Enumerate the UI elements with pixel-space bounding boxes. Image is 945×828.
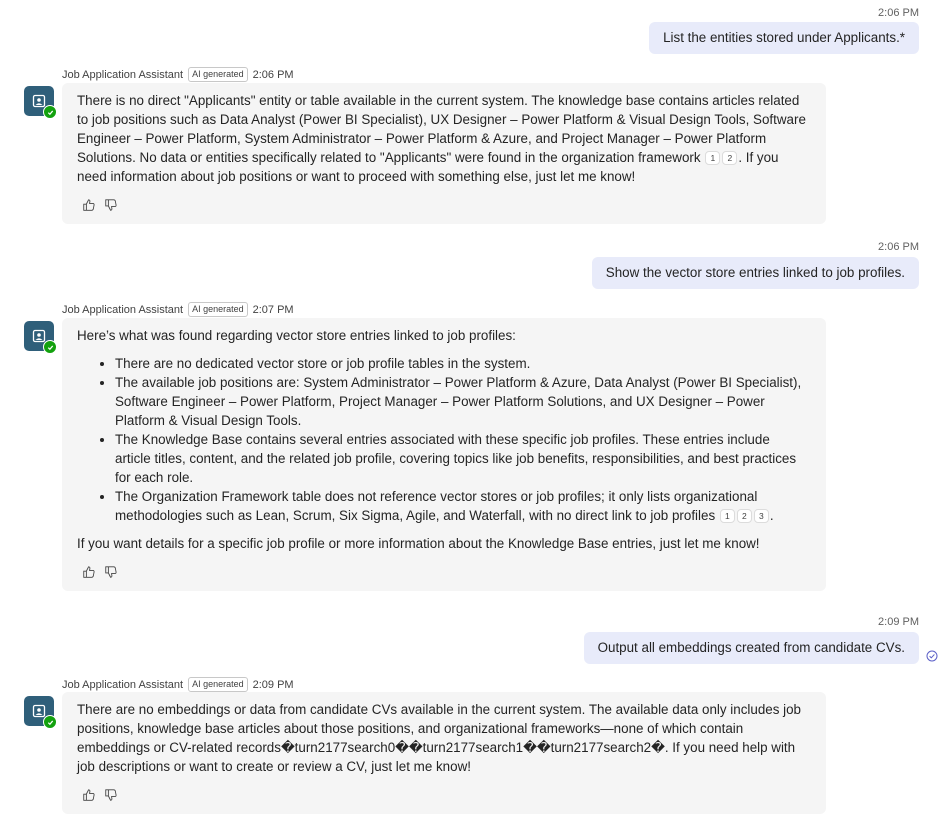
sender-name: Job Application Assistant — [62, 678, 184, 691]
bot-message-bubble — [62, 318, 826, 591]
sender-name: Job Application Assistant — [62, 68, 184, 81]
ai-generated-badge: AI generated — [188, 67, 248, 82]
thumbs-up-icon[interactable] — [82, 198, 96, 212]
message-header — [62, 302, 294, 317]
ai-generated-badge: AI generated — [188, 677, 248, 692]
online-check-icon — [43, 105, 57, 119]
message-header — [62, 67, 294, 82]
assistant-avatar-icon[interactable] — [24, 696, 54, 726]
list-item: • The Knowledge Base contains several entries associated with these specific job profiles. These entries include article titles, content, and the related job profile, covering topics like job benefits, responsibilities, and best practices for each role. — [115, 430, 808, 487]
citation-marker[interactable]: 1 — [720, 509, 735, 523]
citation-marker[interactable]: 2 — [722, 151, 737, 165]
message-timestamp: 2:07 PM — [252, 303, 294, 316]
ai-generated-badge: AI generated — [188, 302, 248, 317]
message-timestamp: 2:09 PM — [878, 616, 919, 628]
thumbs-down-icon[interactable] — [104, 565, 118, 579]
assistant-avatar-icon[interactable] — [24, 321, 54, 351]
thumbs-up-icon[interactable] — [82, 565, 96, 579]
message-timestamp: 2:09 PM — [252, 678, 294, 691]
list-item: • The available job positions are: System Administrator – Power Platform & Azure, Data Analyst (Power BI Specialist), Software Engineer – Power Platform, Project Manager – Power Platform Solutions, and UX Designer – Power Platform & Visual Design Tools. — [115, 373, 808, 430]
reaction-bar — [77, 786, 808, 804]
message-timestamp: 2:06 PM — [878, 241, 919, 253]
message-intro: Here’s what was found regarding vector store entries linked to job profiles: — [77, 328, 516, 343]
assistant-avatar-icon[interactable] — [24, 86, 54, 116]
thumbs-down-icon[interactable] — [104, 788, 118, 802]
user-message-bubble[interactable]: Output all embeddings created from candidate CVs. — [584, 632, 919, 664]
online-check-icon — [43, 715, 57, 729]
bullet-list — [77, 354, 808, 525]
message-timestamp: 2:06 PM — [878, 7, 919, 19]
citation-marker[interactable]: 1 — [705, 151, 720, 165]
message-header — [62, 677, 294, 692]
online-check-icon — [43, 340, 57, 354]
list-item: • The Organization Framework table does not reference vector stores or job profiles; it only lists organizational methodologies such as Lean, Scrum, Six Sigma, Agile, and Waterfall, with no direct link to job profiles 1 2 3 . — [115, 487, 808, 525]
list-item: • There are no dedicated vector store or job profile tables in the system. — [115, 354, 808, 373]
user-message-bubble[interactable]: Show the vector store entries linked to job profiles. — [592, 257, 919, 289]
message-text: There is no direct "Applicants" entity or table available in the current system. The knowledge base contains articles related to job positions such as Data Analyst (Power BI Specialist), UX Designer – Power Platform & Visual Design Tools, Software Engineer – Power Platform, System Administrator – Power Platform & Azure, and Project Manager – Power Platform Solutions. No data or entities specifically related to "Applicants" were found in the organization framework 1 2 . If you need information about job positions or want to proceed with something else, just let me know! — [77, 93, 806, 184]
message-timestamp: 2:06 PM — [252, 68, 294, 81]
citation-marker[interactable]: 2 — [737, 509, 752, 523]
message-text: There are no embeddings or data from candidate CVs available in the current system. The available data only includes job positions, knowledge base articles about those positions, and organizational frameworks—none of which contain embeddings or CV-related records�turn2177search0��turn2177search1��turn2177search2�. If you need help with job descriptions or want to create or review a CV, just let me know! — [77, 702, 802, 774]
bot-message-bubble — [62, 692, 826, 814]
thumbs-down-icon[interactable] — [104, 198, 118, 212]
citation-marker[interactable]: 3 — [754, 509, 769, 523]
read-receipt-icon — [926, 650, 938, 662]
bot-message-bubble — [62, 83, 826, 224]
sender-name: Job Application Assistant — [62, 303, 184, 316]
message-outro: If you want details for a specific job profile or more information about the Knowledge Base entries, just let me know! — [77, 536, 760, 551]
user-message-bubble[interactable]: List the entities stored under Applicants.* — [649, 22, 919, 54]
reaction-bar — [77, 196, 808, 214]
reaction-bar — [77, 563, 808, 581]
thumbs-up-icon[interactable] — [82, 788, 96, 802]
